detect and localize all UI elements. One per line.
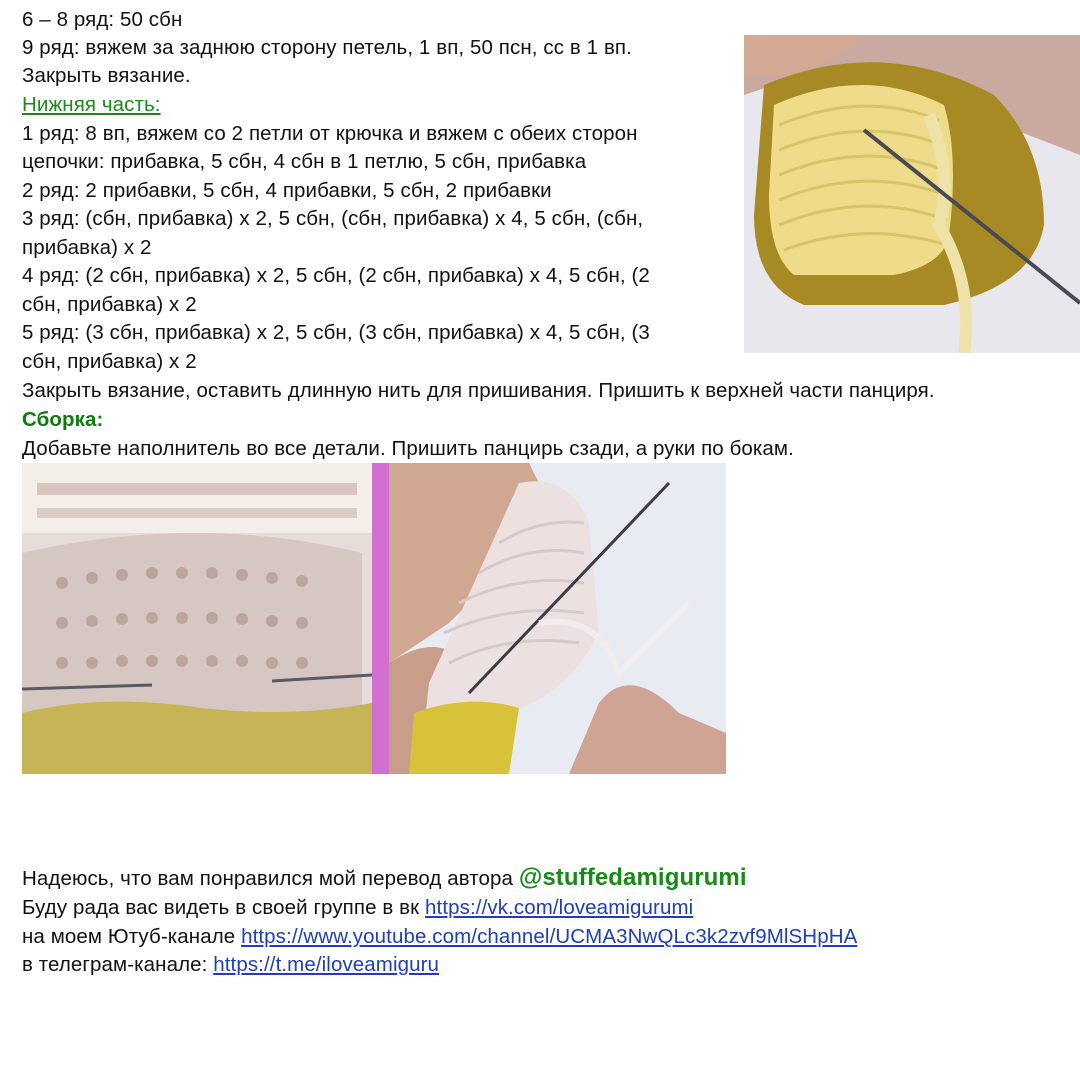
- photo-body-needles: [22, 463, 372, 774]
- author-handle[interactable]: @stuffedamigurumi: [518, 864, 747, 891]
- photo-divider: [372, 463, 389, 774]
- footer-youtube-line: [22, 923, 857, 952]
- footer-vk-line: [22, 894, 693, 923]
- text-line-row-4: 4 ряд: (2 сбн, прибавка) х 2, 5 сбн, (2 сбн, прибавка) х 4, 5 сбн, (2: [22, 264, 650, 287]
- vk-link[interactable]: https://vk.com/loveamigurumi: [425, 896, 694, 919]
- text-line-close-and-sew: Закрыть вязание, оставить длинную нить для пришивания. Пришить к верхней части панциря.: [22, 379, 935, 402]
- photo-shell-sewing: [744, 35, 1080, 353]
- text-line-row-3-cont: прибавка) х 2: [22, 236, 152, 259]
- footer-telegram-text: в телеграм-канале:: [22, 953, 214, 976]
- text-line-row-1-cont: цепочки: прибавка, 5 сбн, 4 сбн в 1 петлю, 5 сбн, прибавка: [22, 150, 587, 173]
- text-line-close-knitting: Закрыть вязание.: [22, 64, 191, 87]
- youtube-link[interactable]: https://www.youtube.com/channel/UCMA3NwQLc3k2zvf9MlSHpHA: [241, 925, 858, 948]
- footer-vk-text: Буду рада вас видеть в своей группе в вк: [22, 896, 426, 919]
- text-line-row-2: 2 ряд: 2 прибавки, 5 сбн, 4 прибавки, 5 сбн, 2 прибавки: [22, 179, 552, 202]
- section-heading-bottom-part: Нижняя часть:: [22, 93, 161, 116]
- text-line-row-1: 1 ряд: 8 вп, вяжем со 2 петли от крючка и вяжем с обеих сторон: [22, 122, 638, 145]
- text-line-rows-6-8: 6 – 8 ряд: 50 сбн: [22, 8, 183, 31]
- text-line-row-4-cont: сбн, прибавка) х 2: [22, 293, 197, 316]
- footer-author-text: Надеюсь, что вам понравился мой перевод автора: [22, 867, 519, 890]
- text-line-assembly: Добавьте наполнитель во все детали. Пришить панцирь сзади, а руки по бокам.: [22, 437, 794, 460]
- text-line-row-3: 3 ряд: (сбн, прибавка) х 2, 5 сбн, (сбн, прибавка) х 4, 5 сбн, (сбн,: [22, 207, 644, 230]
- text-line-row-5-cont: сбн, прибавка) х 2: [22, 350, 197, 373]
- text-line-row-5: 5 ряд: (3 сбн, прибавка) х 2, 5 сбн, (3 сбн, прибавка) х 4, 5 сбн, (3: [22, 321, 650, 344]
- footer-author-line: [22, 864, 747, 894]
- photo-arm-sewing: [389, 463, 726, 774]
- telegram-link[interactable]: https://t.me/iloveamiguru: [213, 953, 440, 976]
- section-heading-assembly: Сборка:: [22, 408, 104, 431]
- text-line-row-9: 9 ряд: вяжем за заднюю сторону петель, 1 вп, 50 псн, сс в 1 вп.: [22, 36, 632, 59]
- footer-youtube-text: на моем Ютуб-канале: [22, 925, 242, 948]
- footer-telegram-line: [22, 951, 439, 980]
